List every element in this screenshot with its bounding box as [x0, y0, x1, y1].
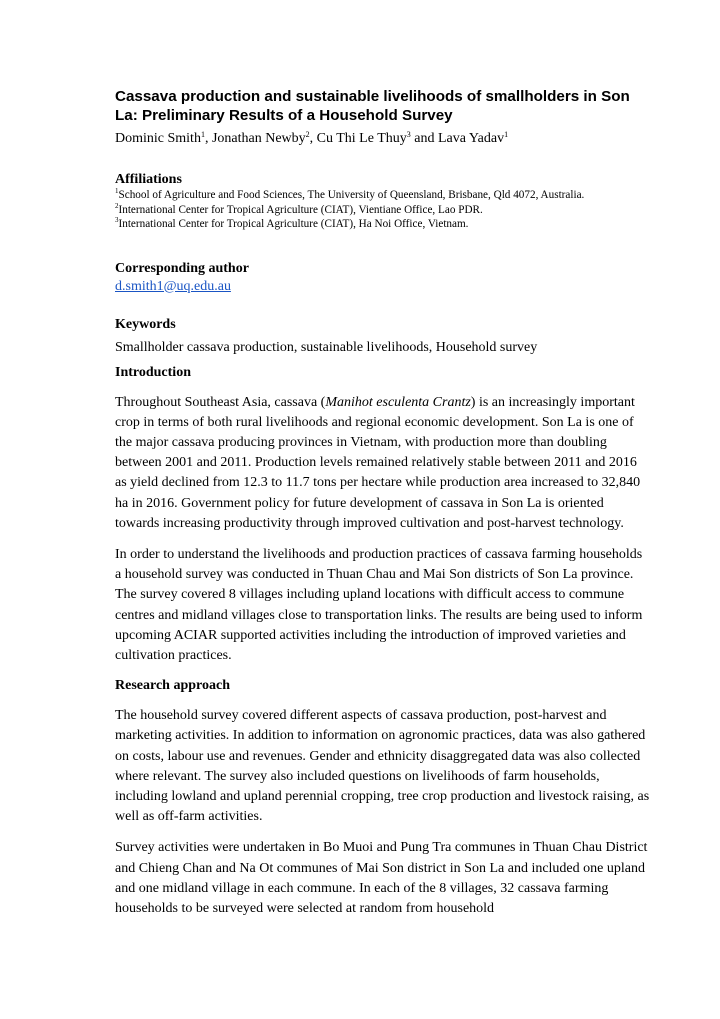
corresponding-author-heading: Corresponding author: [115, 260, 249, 276]
corresponding-email-link[interactable]: d.smith1@uq.edu.au: [115, 278, 231, 294]
introduction-heading: Introduction: [115, 364, 191, 380]
author-affiliation-mark: 1: [504, 130, 509, 139]
introduction-paragraph: In order to understand the livelihoods and production practices of cassava farming households a household survey was conducted in Thuan Chau and Mai Son districts of Son La province. The survey covered 8 villages including upland locations with difficult access to commune centres and midland villages close to transportation links. The results are being used to inform upcoming ACIAR supported activities including the introduction of improved varieties and cultivation practices.: [115, 546, 643, 663]
author-name: Jonathan Newby: [211, 131, 306, 146]
affiliation-item: [115, 217, 650, 232]
research-paragraph: The household survey covered different aspects of cassava production, post-harvest and marketing activities. In addition to information on agronomic practices, data was also gathered on costs, labour use and revenues. Gender and ethnicity disaggregated data was also collected where relevant. The survey also included questions on livelihoods of farm households, including lowland and upland perennial cropping, tree crop production and livestock raising, as well as off-farm activities.: [115, 708, 650, 825]
research-paragraph: Survey activities were undertaken in Bo Muoi and Pung Tra communes in Thuan Chau District and Chieng Chan and Na Ot communes of Mai Son district in Son La and included one upland and one midland village in each commune. In each of the 8 villages, 32 cassava farming households to be surveyed were selected at random from household: [115, 840, 648, 916]
affiliation-item: [115, 188, 650, 203]
introduction-paragraph: [115, 393, 650, 534]
affiliation-mark: 1: [115, 187, 119, 195]
text-run: ) is an increasingly important crop in terms of both rural livelihoods and regional economic development. Son La is one of the major cassava producing provinces in Vietnam, with production more than doubling between 2001 and 2011. Production levels remained relatively stable between 2011 and 2016 as yield declined from 12.3 to 11.7 tons per hectare while production area increased to 32,840 ha in 2016. Government policy for future development of cassava in Son La is oriented towards increasing productivity through improved cultivation and post-harvest technology.: [115, 394, 641, 531]
affiliation-mark: 2: [115, 201, 119, 210]
species-name: Manihot esculenta Crantz: [325, 394, 471, 410]
affiliations-heading: Affiliations: [115, 172, 182, 187]
affiliation-mark: 3: [115, 216, 119, 224]
author-list: Dominic Smith$^1$, Jonathan Newby$^2$, Cu Thi Le Thuy$^3$ and Lava Yadav$^1$: [115, 130, 509, 146]
author-name: Lava Yadav: [437, 131, 505, 146]
author-name: Cu Thi Le Thuy: [316, 131, 407, 146]
research-approach-heading: Research approach: [115, 678, 230, 694]
affiliation-text: International Center for Tropical Agriculture (CIAT), Vientiane Office, Lao PDR.: [118, 203, 483, 216]
keywords-heading: Keywords: [115, 316, 176, 332]
author-affiliation-mark: 2: [305, 130, 310, 139]
affiliation-text: International Center for Tropical Agriculture (CIAT), Ha Noi Office, Vietnam.: [118, 218, 469, 230]
text-run: Throughout Southeast Asia, cassava (: [115, 394, 326, 410]
affiliation-item: [115, 203, 650, 218]
paper-title: Cassava production and sustainable livelihoods of smallholders in Son La: Preliminary Results of a Household Survey: [115, 88, 630, 124]
author-name: Dominic Smith: [115, 131, 201, 146]
keywords-text: Smallholder cassava production, sustainable livelihoods, Household survey: [115, 339, 538, 355]
author-affiliation-mark: 1: [200, 130, 205, 139]
affiliation-text: School of Agriculture and Food Sciences, The University of Queensland, Brisbane, Qld 4072, Australia.: [118, 189, 585, 201]
document-page: [115, 87, 650, 919]
author-affiliation-mark: 3: [406, 130, 411, 139]
